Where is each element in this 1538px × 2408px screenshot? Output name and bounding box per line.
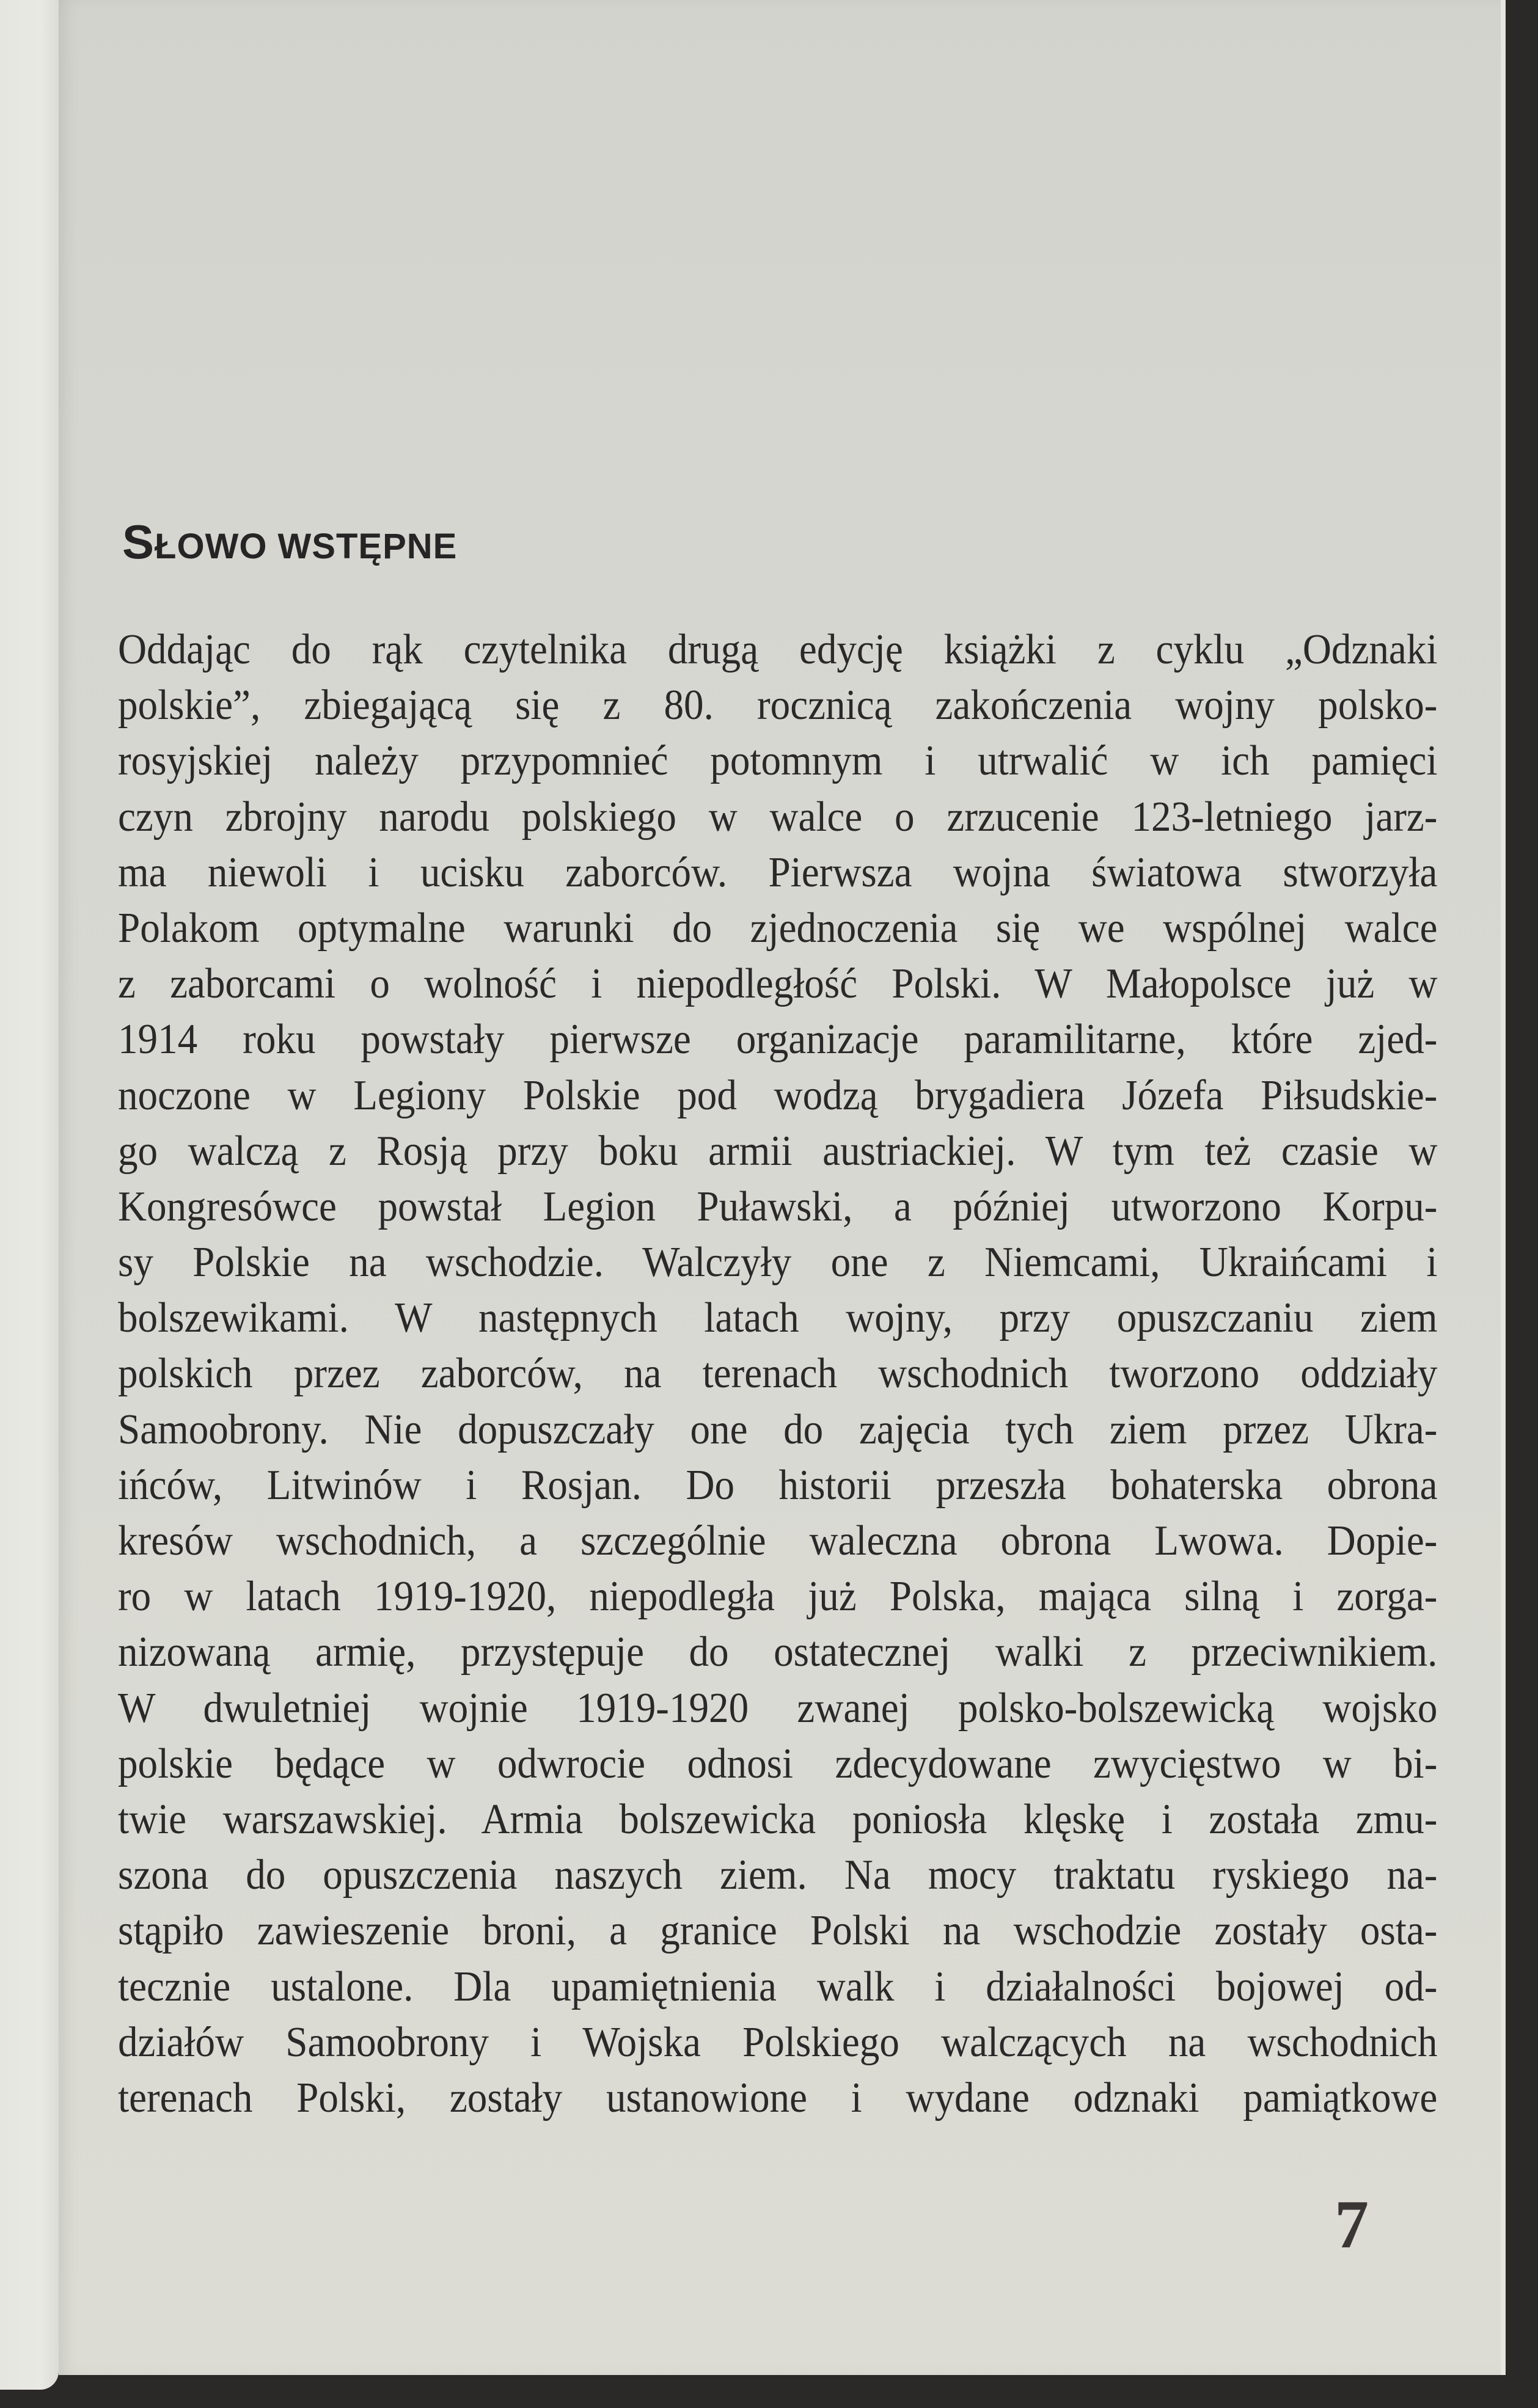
text-line: z zaborcami o wolność i niepodległość Polski. W Małopolsce już w (118, 960, 1438, 1008)
body-paragraph (118, 622, 1438, 2126)
page-number: 7 (1335, 2187, 1369, 2263)
text-line: Kongresówce powstał Legion Puławski, a później utworzono Korpu- (118, 1183, 1438, 1230)
text-line: 1914 roku powstały pierwsze organizacje paramilitarne, które zjed- (118, 1016, 1438, 1064)
text-line: szona do opuszczenia naszych ziem. Na mocy traktatu ryskiego na- (118, 1852, 1438, 1899)
text-line: terenach Polski, zostały ustanowione i wydane odznaki pamiątkowe (118, 2074, 1438, 2122)
text-line: kresów wschodnich, a szczególnie waleczna obrona Lwowa. Dopie- (118, 1517, 1438, 1564)
section-heading (122, 514, 457, 570)
text-line: polskie będące w odwrocie odnosi zdecydowane zwycięstwo w bi- (118, 1740, 1438, 1787)
text-line: stąpiło zawieszenie broni, a granice Polski na wschodzie zostały osta- (118, 1907, 1438, 1955)
heading-initial: S (122, 515, 155, 569)
text-line: Polakom optymalne warunki do zjednoczenia się we wspólnej walce (118, 904, 1438, 952)
text-line: czyn zbrojny narodu polskiego w walce o zrzucenie 123-letniego jarz- (118, 793, 1438, 841)
heading-rest: ŁOWO WSTĘPNE (155, 527, 458, 566)
previous-page-edge (0, 0, 59, 2390)
text-line: W dwuletniej wojnie 1919-1920 zwanej polsko-bolszewicką wojsko (118, 1684, 1438, 1732)
text-line: działów Samoobrony i Wojska Polskiego walczących na wschodnich (118, 2018, 1438, 2066)
text-line: polskie”, zbiegającą się z 80. rocznicą zakończenia wojny polsko- (118, 682, 1438, 729)
text-line: noczone w Legiony Polskie pod wodzą brygadiera Józefa Piłsudskie- (118, 1071, 1438, 1119)
text-line: Samoobrony. Nie dopuszczały one do zajęcia tych ziem przez Ukra- (118, 1406, 1438, 1453)
book-page (59, 0, 1506, 2375)
text-line: go walczą z Rosją przy boku armii austriackiej. W tym też czasie w (118, 1127, 1438, 1175)
text-line: sy Polskie na wschodzie. Walczyły one z Niemcami, Ukraińcami i (118, 1239, 1438, 1286)
text-line: bolszewikami. W następnych latach wojny, przy opuszczaniu ziem (118, 1294, 1438, 1342)
text-line: twie warszawskiej. Armia bolszewicka poniosła klęskę i została zmu- (118, 1795, 1438, 1843)
text-line: ma niewoli i ucisku zaborców. Pierwsza wojna światowa stworzyła (118, 848, 1438, 896)
text-line: tecznie ustalone. Dla upamiętnienia walk i działalności bojowej od- (118, 1963, 1438, 2010)
text-line: ińców, Litwinów i Rosjan. Do historii przeszła bohaterska obrona (118, 1461, 1438, 1509)
text-line: Oddając do rąk czytelnika drugą edycję książki z cyklu „Odznaki (118, 626, 1438, 673)
text-line: ro w latach 1919-1920, niepodległa już Polska, mająca silną i zorga- (118, 1573, 1438, 1621)
text-line: nizowaną armię, przystępuje do ostatecznej walki z przeciwnikiem. (118, 1629, 1438, 1676)
text-line: rosyjskiej należy przypomnieć potomnym i utrwalić w ich pamięci (118, 737, 1438, 785)
text-line: polskich przez zaborców, na terenach wschodnich tworzono oddziały (118, 1350, 1438, 1398)
